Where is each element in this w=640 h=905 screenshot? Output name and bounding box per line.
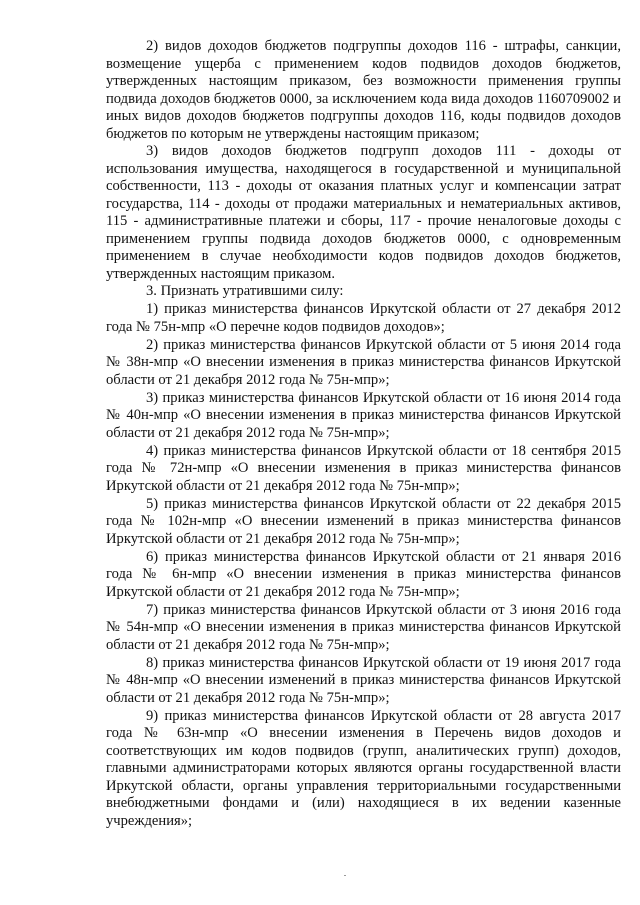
repealed-order-3: 3) приказ министерства финансов Иркутской области от 16 июня 2014 года № 40н-мпр «О внесении изменения в приказ министерства финансов Иркутской области от 21 декабря 2012 года № 75н-мпр»; [106,389,621,441]
repealed-order-4: 4) приказ министерства финансов Иркутской области от 18 сентября 2015 года № 72н-мпр «О внесении изменения в приказ министерства финансов Иркутской области от 21 декабря 2012 года № 75н-мпр»; [106,442,621,494]
repealed-order-1: 1) приказ министерства финансов Иркутской области от 27 декабря 2012 года № 75н-мпр «О перечне кодов подвидов доходов»; [106,301,621,335]
section-3-heading: 3. Признать утратившими силу: [146,283,344,299]
repealed-order-5: 5) приказ министерства финансов Иркутской области от 22 декабря 2015 года № 102н-мпр «О внесении изменений в приказ министерства финансов Иркутской области от 21 декабря 2012 года № 75н-мпр»; [106,495,621,547]
repealed-order-7: 7) приказ министерства финансов Иркутской области от 3 июня 2016 года № 54н-мпр «О внесении изменения в приказ министерства финансов Иркутской области от 21 декабря 2012 года № 75н-мпр»; [106,601,621,653]
scan-speck [344,875,346,876]
paragraph-item-3: 3) видов доходов бюджетов подгрупп доходов 111 - доходы от использования имущества, находящегося в государственной и муниципальной собственности, 113 - доходы от оказания платных услуг и компенсации затрат государства, 114 - доходы от продажи материальных и нематериальных активов, 115 - административные платежи и сборы, 117 - прочие неналоговые доходы с применением группы подвида доходов бюджетов 0000, с одновременным применением в случае необходимости кодов подвидов доходов бюджетов, утвержденных настоящим приказом. [106,143,621,282]
paragraph-item-2: 2) видов доходов бюджетов подгруппы доходов 116 - штрафы, санкции, возмещение ущерба с применением кодов подвидов доходов бюджетов, утвержденных настоящим приказом, без возможности применения группы подвида доходов бюджетов 0000, за исключением кода вида доходов 1160709002 и иных видов доходов бюджетов подгруппы доходов 116, коды подвидов доходов бюджетов по которым не утверждены настоящим приказом; [106,38,621,142]
repealed-order-6: 6) приказ министерства финансов Иркутской области от 21 января 2016 года № 6н-мпр «О внесении изменения в приказ министерства финансов Иркутской области от 21 декабря 2012 года № 75н-мпр»; [106,548,621,600]
repealed-order-2: 2) приказ министерства финансов Иркутской области от 5 июня 2014 года № 38н-мпр «О внесении изменения в приказ министерства финансов Иркутской области от 21 декабря 2012 года № 75н-мпр»; [106,336,621,388]
repealed-order-9: 9) приказ министерства финансов Иркутской области от 28 августа 2017 года № 63н-мпр «О внесении изменения в Перечень видов доходов и соответствующих им кодов подвидов (групп, аналитических групп) доходов, главными администраторами которых являются органы государственной власти Иркутской области, органы управления территориальными государственными внебюджетными фондами и (или) находящиеся в их ведении казенные учреждения»; [106,707,621,829]
document-page [106,38,621,830]
repealed-order-8: 8) приказ министерства финансов Иркутской области от 19 июня 2017 года № 48н-мпр «О внесении изменений в приказ министерства финансов Иркутской области от 21 декабря 2012 года № 75н-мпр»; [106,654,621,706]
